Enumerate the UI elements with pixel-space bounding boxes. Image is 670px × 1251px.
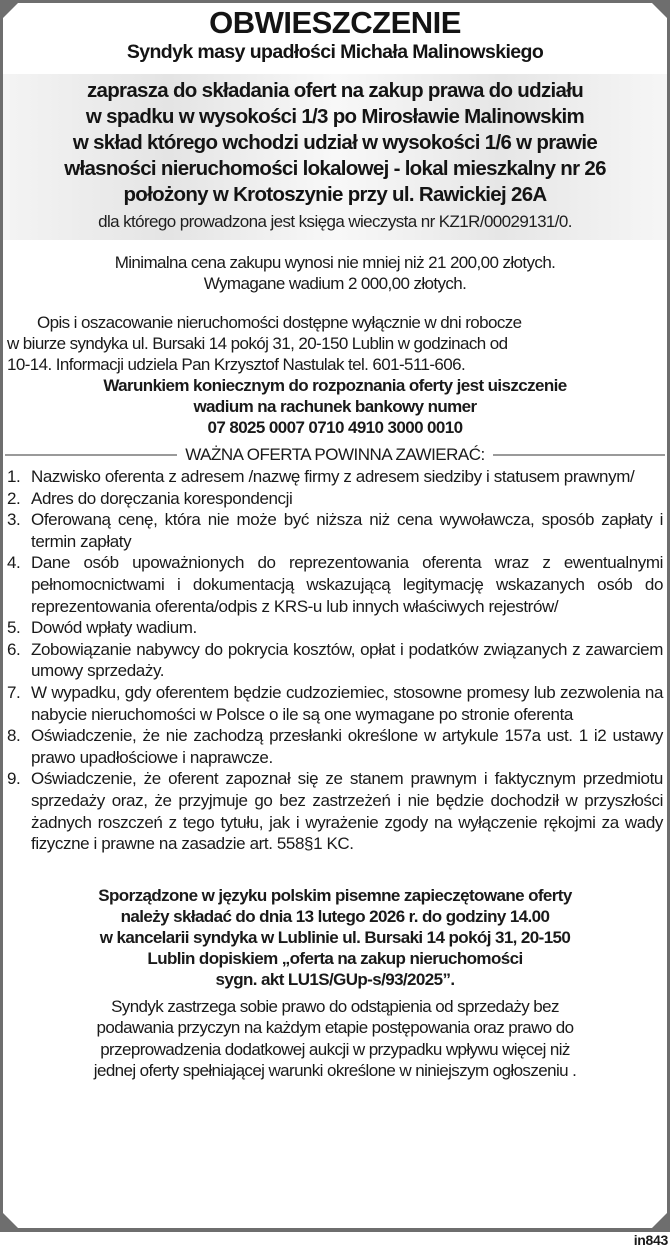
offer-lead-line: w spadku w wysokości 1/3 po Mirosławie Malinowskim [85,105,585,128]
reservation-line: przeprowadzenia dodatkowej aukcji w przypadku wpływu więcej niż [100,1039,570,1059]
deposit-condition [5,375,665,438]
submission-line: w kancelarii syndyka w Lublinie ul. Bursaki 14 pokój 31, 20-150 [99,927,571,947]
submission-deadline: należy składać do dnia 13 lutego 2026 r. do godziny 14.00 [120,906,550,926]
description-line: Opis i oszacowanie nieruchomości dostępne wyłącznie w dni robocze [37,313,522,332]
divider-line [493,454,665,456]
requirement-item: 1. Nazwisko oferenta z adresem /nazwę firmy z adresem siedziby i statusem prawnym/ [7,467,635,486]
condition-line: Warunkiem koniecznym do rozpoznania oferty jest uiszczenie [103,376,567,395]
requirements-heading [5,444,665,466]
description-line: 10-14. Informacji udziela Pan Krzysztof Nastulak tel. 601-511-606. [7,355,466,374]
submission-instructions [5,885,665,990]
description-line: w biurze syndyka ul. Bursaki 14 pokój 31, 20-150 Lublin w godzinach od [7,334,508,353]
reservation-clause [5,996,665,1082]
corner-decoration [652,1213,667,1228]
reservation-line: Syndyk zastrzega sobie prawo do odstąpienia od sprzedaży bez [111,996,559,1016]
offer-lead-line: położony w Krotoszynie przy ul. Rawickiej 26A [123,183,547,206]
land-register-line: dla którego prowadzona jest księga wieczysta nr KZ1R/00029131/0. [98,212,572,231]
submission-line: Sporządzone w języku polskim pisemne zapieczętowane oferty [98,885,572,905]
description-paragraph [5,312,665,375]
notice-title: OBWIESZCZENIE [209,5,461,40]
ad-reference-code: in843 [633,1232,668,1248]
requirement-item: 9. Oświadczenie, że oferent zapoznał się ze stanem prawnym i faktycznym przedmiotu sprzedaży oraz, że przyjmuje go bez zastrzeżeń i nie będzie dochodził w przyszłości żadnych roszczeń z tego tytułu, jak i wyrażenie zgody na wyłączenie rękojmi za wady fizyczne i prawne na zasadzie art. 558§1 KC. [7,769,663,854]
requirements-heading-text: WAŻNA OFERTA POWINNA ZAWIERAĆ: [185,445,485,464]
minimum-price: Minimalna cena zakupu wynosi nie mniej niż 21 200,00 złotych. [114,253,556,272]
submission-line: Lublin dopiskiem „oferta na zakup nieruchomości [147,948,523,968]
requirement-item: 6. Zobowiązanie nabywcy do pokrycia kosztów, opłat i podatków związanych z zawarciem umowy sprzedaży. [7,639,663,681]
divider-line [5,454,177,456]
requirement-item: 8. Oświadczenie, że nie zachodzą przesłanki określone w artykule 157a ust. 1 i2 ustawy prawo upadłościowe i naprawcze. [7,726,663,767]
case-reference: sygn. akt LU1S/GUp-s/93/2025”. [215,969,455,989]
condition-line: wadium na rachunek bankowy numer [193,397,477,416]
requirement-item: 5. Dowód wpłaty wadium. [7,618,197,638]
reservation-line: jednej oferty spełniającej warunki określone w niniejszym ogłoszeniu . [93,1061,577,1081]
corner-decoration [3,1213,18,1228]
offer-highlight-box [3,74,667,240]
reservation-line: podawania przyczyn na każdym etapie postępowania oraz prawo do [96,1018,574,1038]
requirement-item: 4. Dane osób upoważnionych do reprezentowania oferenta wraz z ewentualnymi pełnomocnictwami i dokumentacją wskazującą legitymację wskazanych osób do reprezentowania oferenta/odpis z KRS-u lub innych właściwych rejestrów/ [7,553,663,616]
requirements-list [5,466,665,855]
requirement-item: 3. Oferowaną cenę, która nie może być niższa niż cena wywoławcza, sposób zapłaty i termin zapłaty [7,510,663,551]
offer-lead-line: w skład którego wchodzi udział w wysokości 1/6 w prawie [72,131,598,154]
notice-content [5,4,665,1082]
deposit-amount: Wymagane wadium 2 000,00 złotych. [203,274,467,293]
bank-account-number: 07 8025 0007 0710 4910 3000 0010 [207,418,463,437]
requirement-item: 2. Adres do doręczania korespondencji [7,488,293,508]
offer-lead-line: zaprasza do składania ofert na zakup prawa do udziału [86,79,584,102]
notice-subtitle: Syndyk masy upadłości Michała Malinowskiego [126,41,544,63]
offer-lead-line: własności nieruchomości lokalowej - lokal mieszkalny nr 26 [64,157,606,180]
requirement-item: 7. W wypadku, gdy oferentem będzie cudzoziemiec, stosowne promesy lub zezwolenia na nabycie nieruchomości w Polsce o ile są one wymagane po stronie oferenta [7,682,663,724]
price-info [5,252,665,294]
